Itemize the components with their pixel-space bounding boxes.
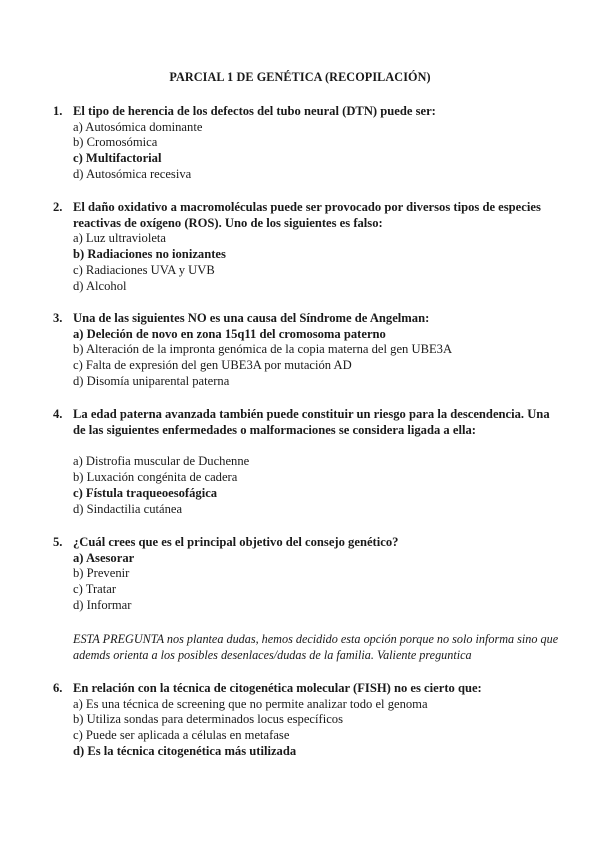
option-c: c) Puede ser aplicada a células en metafase xyxy=(73,728,290,743)
option-c-correct: c) Fístula traqueoesofágica xyxy=(73,485,218,500)
question-number: 2. xyxy=(53,200,63,214)
option-b-correct: b) Radiaciones no ionizantes xyxy=(73,247,226,262)
question-stem: En relación con la técnica de citogenética molecular (FISH) no es cierto que: xyxy=(73,681,482,695)
question-1 xyxy=(53,104,553,183)
option-a: a) Distrofia muscular de Duchenne xyxy=(73,454,250,469)
question-stem: El daño oxidativo a macromoléculas puede ser provocado por diversos tipos de especies reactivas de oxígeno (ROS). Uno de los siguientes es falso: xyxy=(73,200,541,230)
option-a: a) Luz ultravioleta xyxy=(73,231,167,246)
question-5 xyxy=(53,535,553,614)
option-d: d) Informar xyxy=(73,597,132,612)
question-4 xyxy=(53,407,553,517)
explanatory-note: ESTA PREGUNTA nos plantea dudas, hemos decidido esta opción porque no solo informa sino que ademds orienta a los posibles desenlaces/dudas de la familia. Valiente preguntica xyxy=(73,632,559,662)
question-stem: ¿Cuál crees que es el principal objetivo del consejo genético? xyxy=(73,535,399,549)
option-a-correct: a) Deleción de novo en zona 15q11 del cromosoma paterno xyxy=(73,326,386,341)
question-number: 5. xyxy=(53,535,63,549)
option-b: b) Prevenir xyxy=(73,566,130,581)
option-b: b) Luxación congénita de cadera xyxy=(73,470,238,485)
page-title: PARCIAL 1 DE GENÉTICA (RECOPILACIÓN) xyxy=(169,70,431,84)
option-d: d) Alcohol xyxy=(73,278,127,293)
question-number: 1. xyxy=(53,104,63,118)
spacer xyxy=(53,438,553,454)
option-c: c) Falta de expresión del gen UBE3A por mutación AD xyxy=(73,358,352,373)
option-d: d) Autosómica recesiva xyxy=(73,166,192,181)
question-2 xyxy=(53,200,553,294)
question-stem: El tipo de herencia de los defectos del tubo neural (DTN) puede ser: xyxy=(73,104,436,118)
question-stem: Una de las siguientes NO es una causa del Síndrome de Angelman: xyxy=(73,311,430,325)
option-c-correct: c) Multifactorial xyxy=(73,151,162,166)
option-d-correct: d) Es la técnica citogenética más utilizada xyxy=(73,743,297,758)
option-d: d) Disomía uniparental paterna xyxy=(73,373,230,388)
question-6 xyxy=(53,681,553,760)
option-c: c) Tratar xyxy=(73,582,117,597)
option-a-correct: a) Asesorar xyxy=(73,550,135,565)
question-stem: La edad paterna avanzada también puede constituir un riesgo para la descendencia. Una de las siguientes enfermedades o malformaciones se considera ligada a ella: xyxy=(73,407,550,437)
option-c: c) Radiaciones UVA y UVB xyxy=(73,262,215,277)
option-b: b) Cromosómica xyxy=(73,135,158,150)
question-3 xyxy=(53,311,553,390)
option-b: b) Utiliza sondas para determinados locus específicos xyxy=(73,712,343,727)
question-number: 3. xyxy=(53,311,63,325)
option-a: a) Autosómica dominante xyxy=(73,119,203,134)
option-a: a) Es una técnica de screening que no permite analizar todo el genoma xyxy=(73,696,428,711)
question-number: 6. xyxy=(53,681,63,695)
question-number: 4. xyxy=(53,407,63,421)
option-b: b) Alteración de la impronta genómica de la copia materna del gen UBE3A xyxy=(73,342,453,357)
option-d: d) Sindactilia cutánea xyxy=(73,501,183,516)
